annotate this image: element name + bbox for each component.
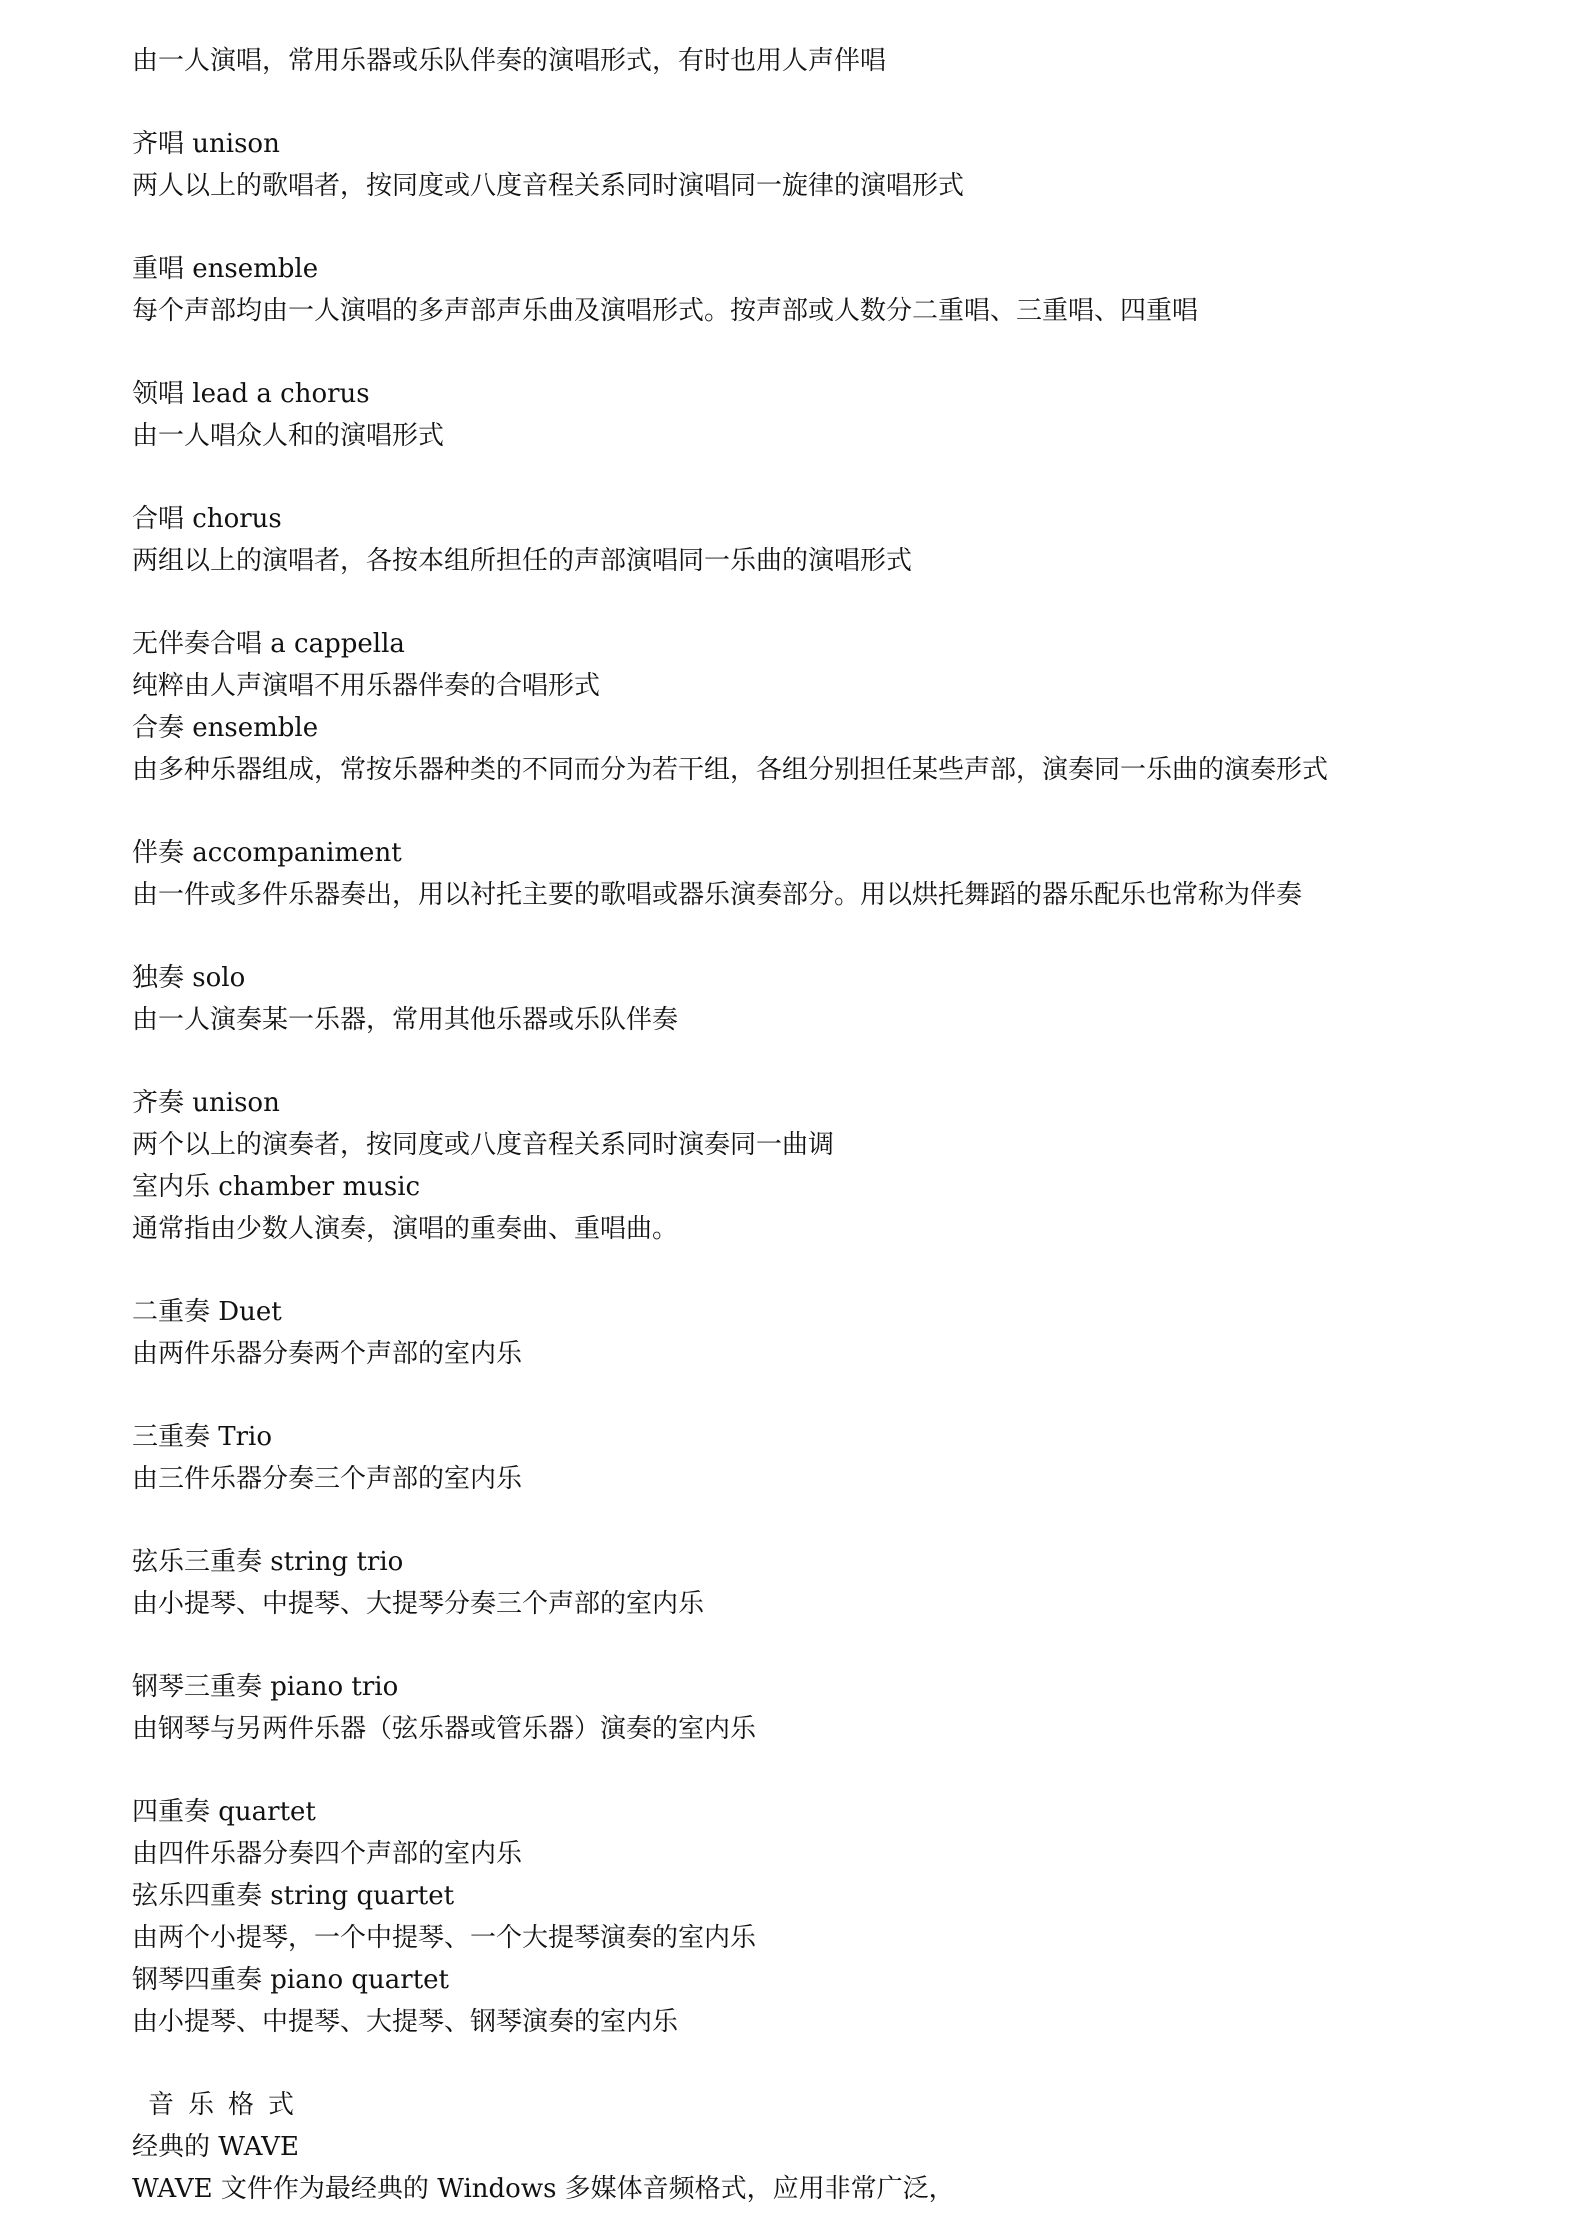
term-heading: 齐唱 unison bbox=[132, 129, 280, 159]
blank-line bbox=[132, 1625, 1552, 1666]
blank-line bbox=[132, 457, 1552, 498]
term-definition: 由一件或多件乐器奏出，用以衬托主要的歌唱或器乐演奏部分。用以烘托舞蹈的器乐配乐也常称为伴奏 bbox=[132, 880, 1303, 910]
blank-line bbox=[132, 1375, 1552, 1416]
blank-line bbox=[132, 791, 1552, 832]
term-definition: 由钢琴与另两件乐器（弦乐器或管乐器）演奏的室内乐 bbox=[132, 1714, 757, 1744]
blank-line bbox=[132, 1500, 1552, 1541]
term-definition: 由四件乐器分奏四个声部的室内乐 bbox=[132, 1839, 523, 1869]
term-heading: 无伴奏合唱 a cappella bbox=[132, 629, 405, 659]
term-definition: 两个以上的演奏者，按同度或八度音程关系同时演奏同一曲调 bbox=[132, 1130, 835, 1160]
term-heading: 三重奏 Trio bbox=[132, 1422, 273, 1452]
section-heading: 音乐格式 bbox=[148, 2090, 309, 2120]
term-heading: 钢琴三重奏 piano trio bbox=[132, 1672, 399, 1702]
blank-line bbox=[132, 1041, 1552, 1082]
term-heading: 独奏 solo bbox=[132, 963, 246, 993]
term-definition: 由小提琴、中提琴、大提琴分奏三个声部的室内乐 bbox=[132, 1589, 705, 1619]
text-line: 由一人演唱，常用乐器或乐队伴奏的演唱形式，有时也用人声伴唱 bbox=[132, 46, 887, 76]
term-definition: 两人以上的歌唱者，按同度或八度音程关系同时演唱同一旋律的演唱形式 bbox=[132, 171, 965, 201]
term-heading: 伴奏 accompaniment bbox=[132, 838, 402, 868]
blank-line bbox=[132, 2043, 1552, 2084]
document-page bbox=[132, 40, 1552, 2210]
term-heading: 弦乐四重奏 string quartet bbox=[132, 1881, 455, 1911]
term-definition: 由一人演奏某一乐器，常用其他乐器或乐队伴奏 bbox=[132, 1005, 679, 1035]
blank-line bbox=[132, 582, 1552, 623]
term-heading: 四重奏 quartet bbox=[132, 1797, 316, 1827]
term-definition: 由小提琴、中提琴、大提琴、钢琴演奏的室内乐 bbox=[132, 2007, 679, 2037]
term-definition: 由一人唱众人和的演唱形式 bbox=[132, 421, 445, 451]
blank-line bbox=[132, 1250, 1552, 1291]
term-heading: 钢琴四重奏 piano quartet bbox=[132, 1965, 449, 1995]
term-definition: 由三件乐器分奏三个声部的室内乐 bbox=[132, 1464, 523, 1494]
term-definition: 纯粹由人声演唱不用乐器伴奏的合唱形式 bbox=[132, 671, 601, 701]
term-heading: 经典的 WAVE bbox=[132, 2132, 299, 2162]
term-heading: 合唱 chorus bbox=[132, 504, 282, 534]
term-definition: 由两个小提琴，一个中提琴、一个大提琴演奏的室内乐 bbox=[132, 1923, 757, 1953]
term-heading: 弦乐三重奏 string trio bbox=[132, 1547, 404, 1577]
blank-line bbox=[132, 207, 1552, 248]
term-heading: 齐奏 unison bbox=[132, 1088, 280, 1118]
term-heading: 室内乐 chamber music bbox=[132, 1172, 421, 1202]
term-heading: 重唱 ensemble bbox=[132, 254, 319, 284]
blank-line bbox=[132, 332, 1552, 373]
term-definition: 每个声部均由一人演唱的多声部声乐曲及演唱形式。按声部或人数分二重唱、三重唱、四重唱 bbox=[132, 296, 1199, 326]
blank-line bbox=[132, 82, 1552, 123]
term-heading: 领唱 lead a chorus bbox=[132, 379, 370, 409]
term-definition: 通常指由少数人演奏，演唱的重奏曲、重唱曲。 bbox=[132, 1214, 679, 1244]
term-heading: 合奏 ensemble bbox=[132, 713, 319, 743]
blank-line bbox=[132, 1750, 1552, 1791]
term-definition: 两组以上的演唱者，各按本组所担任的声部演唱同一乐曲的演唱形式 bbox=[132, 546, 913, 576]
term-heading: 二重奏 Duet bbox=[132, 1297, 282, 1327]
term-definition: 由多种乐器组成，常按乐器种类的不同而分为若干组，各组分别担任某些声部，演奏同一乐曲的演奏形式 bbox=[132, 755, 1329, 785]
term-definition: WAVE 文件作为最经典的 Windows 多媒体音频格式，应用非常广泛， bbox=[132, 2174, 955, 2204]
term-definition: 由两件乐器分奏两个声部的室内乐 bbox=[132, 1339, 523, 1369]
blank-line bbox=[132, 916, 1552, 957]
